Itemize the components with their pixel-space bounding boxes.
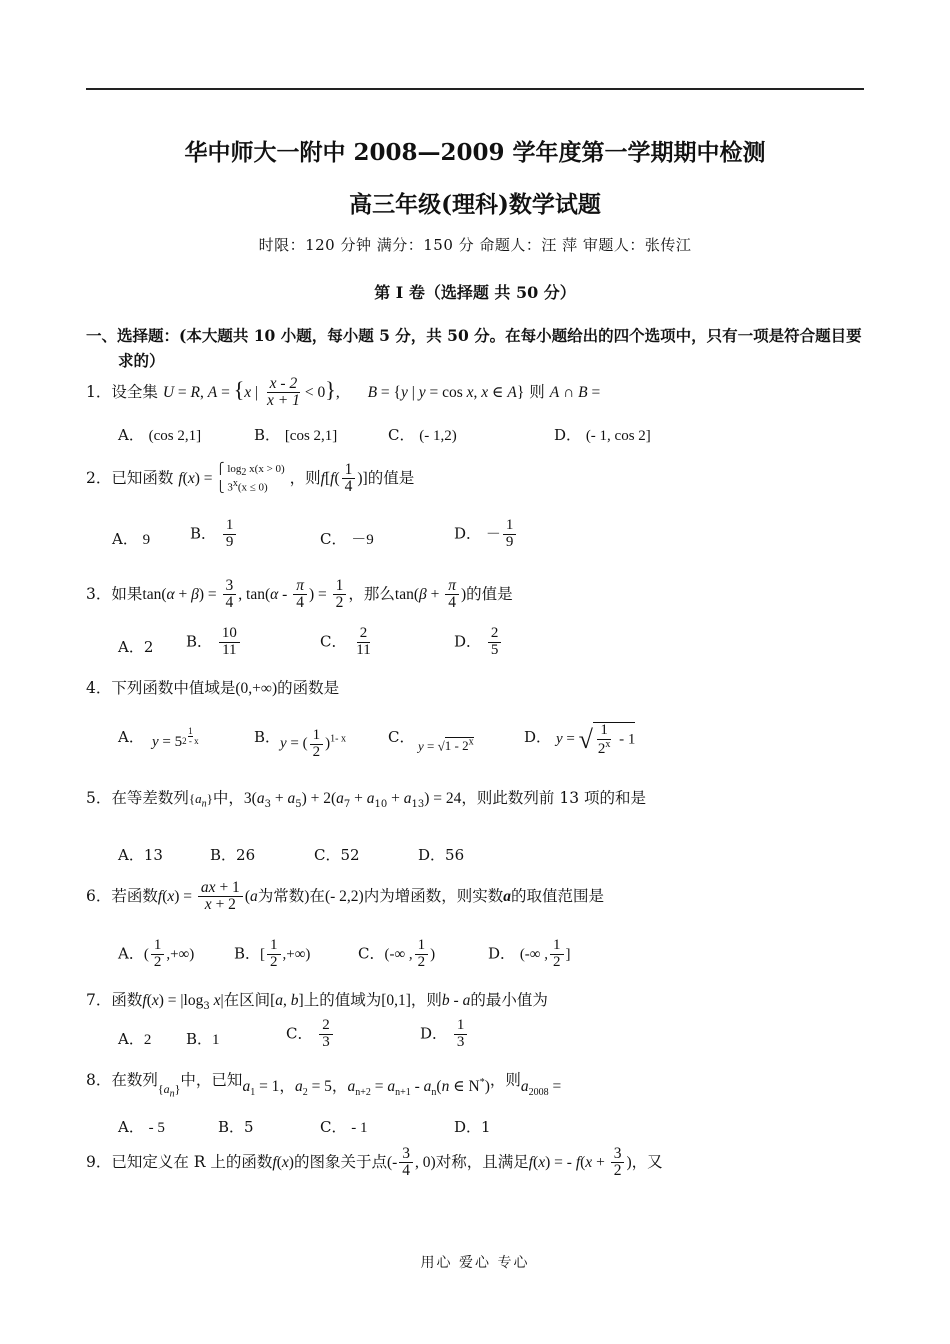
q5-option-c: C．52 — [314, 846, 360, 864]
top-rule — [86, 88, 864, 90]
q1-option-b: B． [cos 2,1] — [254, 426, 338, 444]
question-text: 若函数 — [111, 886, 158, 905]
question-text: 下列函数中值域是 — [111, 679, 236, 697]
q5-option-d: D．56 — [418, 846, 465, 864]
question-4: 4．下列函数中值域是(0,+∞)的函数是 — [86, 679, 340, 697]
question-number: 5． — [86, 789, 112, 807]
question-2: 2．已知函数 f(x) = ⎧ $\log_2 x(x > 0)$ ⎩ $3^x(x \le 0)$ ，则f[f( $\frac{1}{4}$ )]的值是 — [86, 461, 415, 496]
q3-option-c: C． $\frac{2}{11}$ — [320, 625, 371, 658]
q8-option-c: C． - 1 — [320, 1118, 368, 1136]
q1-option-d: D． (- 1, cos 2] — [554, 426, 651, 444]
section-instructions-cont: 求的） — [118, 351, 165, 370]
piecewise-function: ⎧ $\log_2 x(x > 0)$ ⎩ $3^x(x \le 0)$ — [216, 463, 285, 495]
q4-option-a: A． — [118, 728, 144, 746]
question-1: 1．设全集 U = R, A = {x | $\frac{x - 2}{x + 1}$ < 0}, B = {y | y = cos x, x ∈ A} 则 A ∩ B = — [86, 375, 601, 410]
question-6: 6．若函数f(x) = $\frac{ax + 1}{x + 2}$ (a为常数)在(- 2,2)内为增函数，则实数a的取值范围是 — [86, 879, 604, 914]
exam-title: 华中师大一附中 2008—2009 学年度第一学期期中检测 — [184, 139, 766, 166]
question-number: 1． — [86, 382, 112, 401]
q2-option-c: C． －9 — [320, 530, 374, 548]
q4-formula-b: y = ( $\frac{1}{2}$ )$^{1- x}$ — [280, 727, 346, 760]
question-text: 函数 — [111, 991, 143, 1009]
q3-option-d: D． $\frac{2}{5}$ — [454, 626, 503, 659]
q3-option-b: B． $\frac{10}{11}$ — [186, 626, 242, 659]
q4-option-d: D． — [524, 728, 552, 746]
q7-option-b: B．1 — [186, 1030, 220, 1048]
question-number: 8． — [86, 1071, 112, 1089]
q6-option-b: B．[ $\frac{1}{2}$ ,+∞) — [234, 937, 311, 970]
question-number: 7． — [86, 991, 112, 1009]
q7-option-a: A．2 — [118, 1030, 152, 1048]
q6-option-c: C．(-∞ , $\frac{1}{2}$ ) — [358, 937, 436, 970]
q8-option-a: A． - 5 — [118, 1118, 165, 1136]
question-text: 在等差数列 — [111, 789, 189, 807]
question-number: 3． — [86, 584, 112, 603]
q4-option-c: C． — [388, 728, 415, 746]
question-number: 2． — [86, 468, 112, 487]
exam-subtitle: 高三年级(理科)数学试题 — [349, 191, 601, 218]
question-9: 9．已知定义在 R 上的函数f(x)的图象关于点(- $\frac{3}{4}$ , 0)对称，且满足f(x) = - f(x + $\frac{3}{2}$ )，又 — [86, 1145, 663, 1180]
q2-option-a: A． 9 — [112, 530, 151, 548]
question-3: 3．如果tan(α + β) = $\frac{3}{4}$ , tan(α - $\frac{\pi}{4}$ ) = $\frac{1}{2}$ ，那么tan(β + $\frac{\pi}{4}$ )的值是 — [86, 577, 513, 612]
q2-option-d: D． － $\frac{1}{9}$ — [454, 518, 518, 551]
q8-option-b: B．5 — [218, 1118, 254, 1136]
q2-option-b: B． $\frac{1}{9}$ — [190, 518, 238, 551]
q5-option-b: B．26 — [210, 846, 256, 864]
question-text: 如果 — [111, 584, 143, 603]
q1-option-a: A． (cos 2,1] — [118, 426, 202, 444]
q5-option-a: A．13 — [118, 846, 163, 864]
q4-option-b: B． — [254, 728, 281, 746]
question-number: 9． — [86, 1152, 112, 1171]
question-7: 7．函数$f(x) = |\log_3$ x|在区间[a, b]上的值域为[0,1]，则b - a的最小值为 — [86, 991, 548, 1013]
question-text: 在数列 — [111, 1071, 158, 1089]
question-text: 已知定义在 R 上的函数 — [111, 1152, 273, 1171]
q6-option-d: D． (-∞ , $\frac{1}{2}$ ] — [488, 937, 571, 970]
q4-formula-a: y = 5 $^{\frac{1}{2 - x}}$ — [152, 726, 199, 750]
question-8: 8．在数列$_{\{a_n\}}$中，已知$a_1 = 1$，$a_2 = 5$，$a_{n+2} = a_{n+1} - a_n(n$ ∈ N*)，则$a_{2008}$ = — [86, 1071, 562, 1100]
q3-option-a: A．2 — [118, 638, 154, 656]
part-heading: 第 I 卷（选择题 共 50 分） — [374, 283, 576, 302]
question-text: 设全集 — [111, 382, 158, 401]
question-text: 已知函数 — [111, 468, 174, 487]
q7-option-d: D． $\frac{1}{3}$ — [420, 1018, 469, 1051]
question-number: 6． — [86, 886, 112, 905]
exam-meta: 时限：120 分钟 满分：150 分 命题人：汪 萍 审题人：张传江 — [258, 236, 692, 254]
question-5: 5．在等差数列$\{a_n\}$中，$3(a_3 + a_5) + 2(a_7 + a_{10} + a_{13}) = 24$，则此数列前 13 项的和是 — [86, 789, 646, 811]
formula: U — [162, 383, 175, 401]
q4-formula-d: y = √ $\frac{1}{2^x}$ - 1 — [556, 722, 636, 757]
q6-option-a: A．( $\frac{1}{2}$ ,+∞) — [118, 937, 195, 970]
question-number: 4． — [86, 679, 112, 697]
q4-formula-c: y = √1 - 2$^x$ — [418, 737, 474, 754]
q1-option-c: C． (- 1,2) — [388, 426, 457, 444]
q7-option-c: C． $\frac{2}{3}$ — [286, 1018, 335, 1051]
q8-option-d: D．1 — [454, 1118, 491, 1136]
section-instructions: 一、选择题：(本大题共 10 小题，每小题 5 分，共 50 分。在每小题给出的四个选项中，只有一项是符合题目要 — [86, 326, 862, 345]
page-footer: 用心 爱心 专心 — [420, 1255, 530, 1271]
